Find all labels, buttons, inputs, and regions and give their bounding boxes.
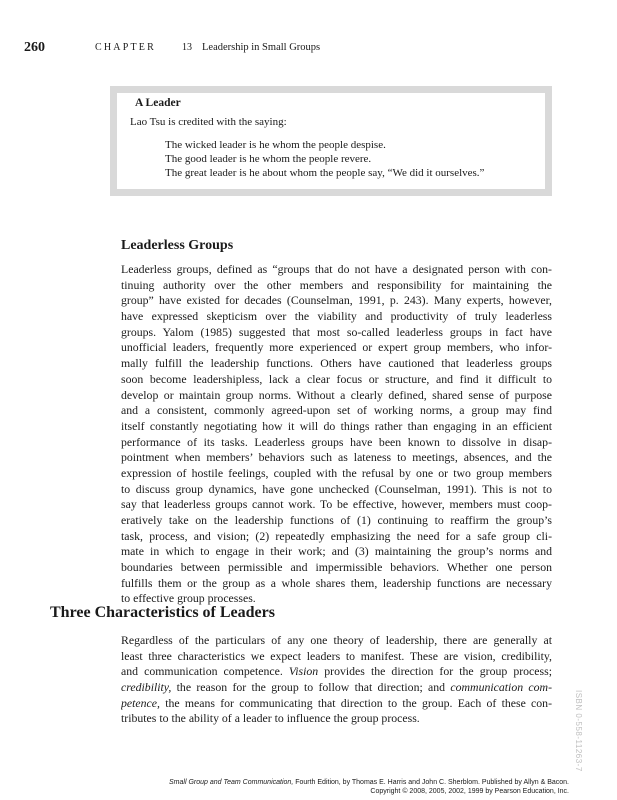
paragraph-line: Regardless of the particulars of any one theory of leadership, there are generally at: [121, 633, 552, 647]
footer-line-1-rest: Fourth Edition, by Thomas E. Harris and John C. Sherblom. Published by Allyn & Bacon.: [293, 779, 569, 786]
section-heading-three-characteristics: Three Characteristics of Leaders: [50, 604, 275, 621]
paragraph-line: mally fulfill the leadership functions. Others have cautioned that leaderless groups: [121, 356, 552, 371]
paragraph-line: Leaderless groups, defined as “groups that do not have a designated person with con-: [121, 262, 552, 276]
quote-line: The wicked leader is he whom the people despise.: [165, 139, 386, 151]
chapter-number: 13: [182, 42, 192, 53]
callout-intro: Lao Tsu is credited with the saying:: [130, 116, 287, 128]
paragraph-line: unofficial leaders, frequently more experienced or expert group members, who infor-: [121, 340, 552, 355]
paragraph-line: itself constantly negotiating how it will do things rather than engaging in an efficient: [121, 418, 552, 433]
isbn-watermark: ISBN 0-558-11263-7: [574, 690, 583, 772]
paragraph-line: develop or maintain group norms. Without a clearly defined, shared sense of purpose: [121, 387, 552, 402]
footer-line-2: Copyright © 2008, 2005, 2002, 1999 by Pearson Education, Inc.: [370, 788, 569, 795]
paragraph-line: fulfills them or the group as a whole shares them, leadership functions are necessary: [121, 575, 552, 590]
paragraph-line: group” have existed for decades (Counselman, 1991, p. 243). Many experts, however,: [121, 293, 552, 308]
paragraph-line: performance of its tasks. Leaderless groups have been known to dissolve in disap-: [121, 434, 552, 449]
page-number: 260: [24, 40, 45, 55]
section-heading-leaderless: Leaderless Groups: [121, 238, 234, 253]
paragraph-line: tinuing authority over the other members and responsibility for maintaining the: [121, 277, 552, 292]
paragraph-line: to effective group processes.: [121, 591, 256, 606]
paragraph-line: mate in which to engage in their work; and (3) maintaining the group’s norms and: [121, 544, 552, 559]
chapter-label: CHAPTER: [95, 42, 156, 53]
paragraph-line: and a consistent, commonly agreed-upon set of working norms, a group may find: [121, 403, 552, 418]
quote-line: The good leader is he whom the people revere.: [165, 153, 372, 165]
callout-inner: [117, 93, 545, 189]
paragraph-line: petence, the means for communicating that direction to the group. Each of these con-: [121, 695, 552, 710]
chapter-title: Leadership in Small Groups: [202, 42, 321, 53]
paragraph-line: task, process, and vision; (2) repeatedly emphasizing the need for a safe group cli-: [121, 528, 552, 543]
paragraph-line: soon become leadershipless, lack a clear focus or structure, and find it difficult to: [121, 371, 552, 386]
paragraph-line: credibility, the reason for the group to follow that direction; and communication com-: [121, 680, 552, 695]
paragraph-three-characteristics: [121, 633, 552, 727]
footer-line-1: [169, 778, 569, 787]
quote-line: The great leader is he about whom the people say, “We did it ourselves.”: [165, 167, 485, 179]
paragraph-leaderless: [121, 262, 552, 607]
paragraph-line: least three characteristics we expect leaders to manifest. These are vision, credibility,: [121, 648, 552, 663]
paragraph-line: tributes to the ability of a leader to influence the group process.: [121, 711, 420, 726]
callout-title: A Leader: [135, 97, 181, 109]
footer: [169, 778, 569, 796]
callout-box: [110, 86, 552, 196]
paragraph-line: and communication competence. Vision provides the direction for the group process;: [121, 664, 552, 679]
paragraph-line: say that leaderless groups cannot work. To be effective, however, members must coop-: [121, 497, 552, 512]
footer-book-title: Small Group and Team Communication,: [169, 779, 294, 786]
paragraph-line: expression of hostile feelings, coupled with the refusal by one or two group members: [121, 465, 552, 480]
paragraph-line: have expressed skepticism over the viability and productivity of truly leaderless: [121, 309, 552, 324]
paragraph-line: boundaries between permissible and impermissible behaviors. Whether one person: [121, 560, 552, 575]
paragraph-line: groups. Yalom (1985) suggested that most so-called leaderless groups in fact have: [121, 324, 552, 339]
paragraph-line: eratively take on the leadership functions of (1) continuing to reaffirm the group’s: [121, 513, 552, 527]
paragraph-line: pointment when members’ behaviors such as lateness to meetings, absences, and the: [121, 450, 552, 465]
paragraph-line: to discuss group dynamics, have gone unchecked (Counselman, 1991). This is not to: [121, 481, 552, 496]
